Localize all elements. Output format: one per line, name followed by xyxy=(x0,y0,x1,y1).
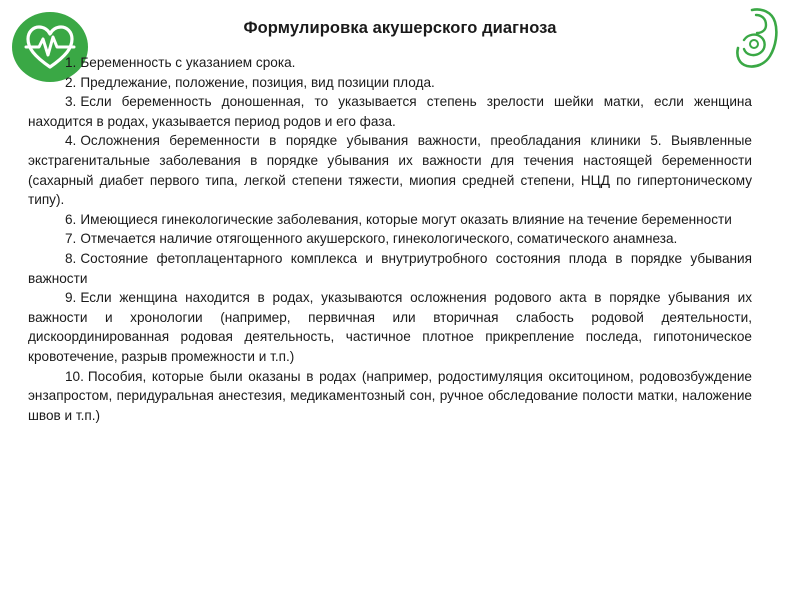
item-text: Пособия, которые были оказаны в родах (например, родостимуляция окситоцином, родовозбуждение энзапростом, перидуральная анестезия, медикаментозный сон, ручное обследование полости матки, наложение швов и т.п.) xyxy=(28,368,752,423)
item-text: Состояние фетоплацентарного комплекса и внутриутробного состояния плода в порядке убывания важности xyxy=(28,250,752,286)
item-number: 8. xyxy=(65,250,77,266)
list-item xyxy=(28,210,752,230)
item-number: 1. xyxy=(65,55,77,70)
list-item xyxy=(28,73,752,93)
list-item xyxy=(28,229,752,249)
item-text: Осложнения беременности в порядке убывания важности, преобладания клиники 5. Выявленные экстрагенитальные заболевания в порядке убывания их важности для течения настоящей беременности (сахарный диабет первого типа, легкой степени тяжести, миопия средней степени, НЦД по гипертоническому типу). xyxy=(28,133,752,208)
item-text: Если женщина находится в родах, указываются осложнения родового акта в порядке убывания их важности и хронологии (например, первичная или вторичная слабость родовой деятельности, дискоординированная родовая деятельность, частичное плотное прикрепление последа, гипотоническое кровотечение, разрыв промежности и т.п.) xyxy=(28,290,752,364)
item-number: 4. xyxy=(65,133,77,149)
item-text: Отмечается наличие отягощенного акушерского, гинекологического, соматического анамнеза. xyxy=(80,231,678,247)
item-text: Предлежание, положение, позиция, вид позиции плода. xyxy=(80,74,435,90)
item-number: 9. xyxy=(65,290,77,306)
item-number: 2. xyxy=(65,74,77,90)
item-number: 10. xyxy=(65,368,84,384)
list-item xyxy=(28,131,752,209)
item-number: 3. xyxy=(65,94,77,110)
list-item xyxy=(28,288,752,366)
item-number: 7. xyxy=(65,231,77,247)
page-title: Формулировка акушерского диагноза xyxy=(243,19,557,37)
list-item xyxy=(28,92,752,131)
item-text: Если беременность доношенная, то указывается степень зрелости шейки матки, если женщина находится в родах, указывается период родов и его фаза. xyxy=(28,94,752,129)
list-item xyxy=(28,53,752,73)
item-number: 6. xyxy=(65,211,77,227)
list-item xyxy=(28,249,752,288)
item-text: Беременность с указанием срока. xyxy=(80,55,296,70)
list-item xyxy=(28,367,752,426)
item-text: Имеющиеся гинекологические заболевания, которые могут оказать влияние на течение беременности xyxy=(80,211,732,227)
diagnosis-list xyxy=(28,53,752,425)
